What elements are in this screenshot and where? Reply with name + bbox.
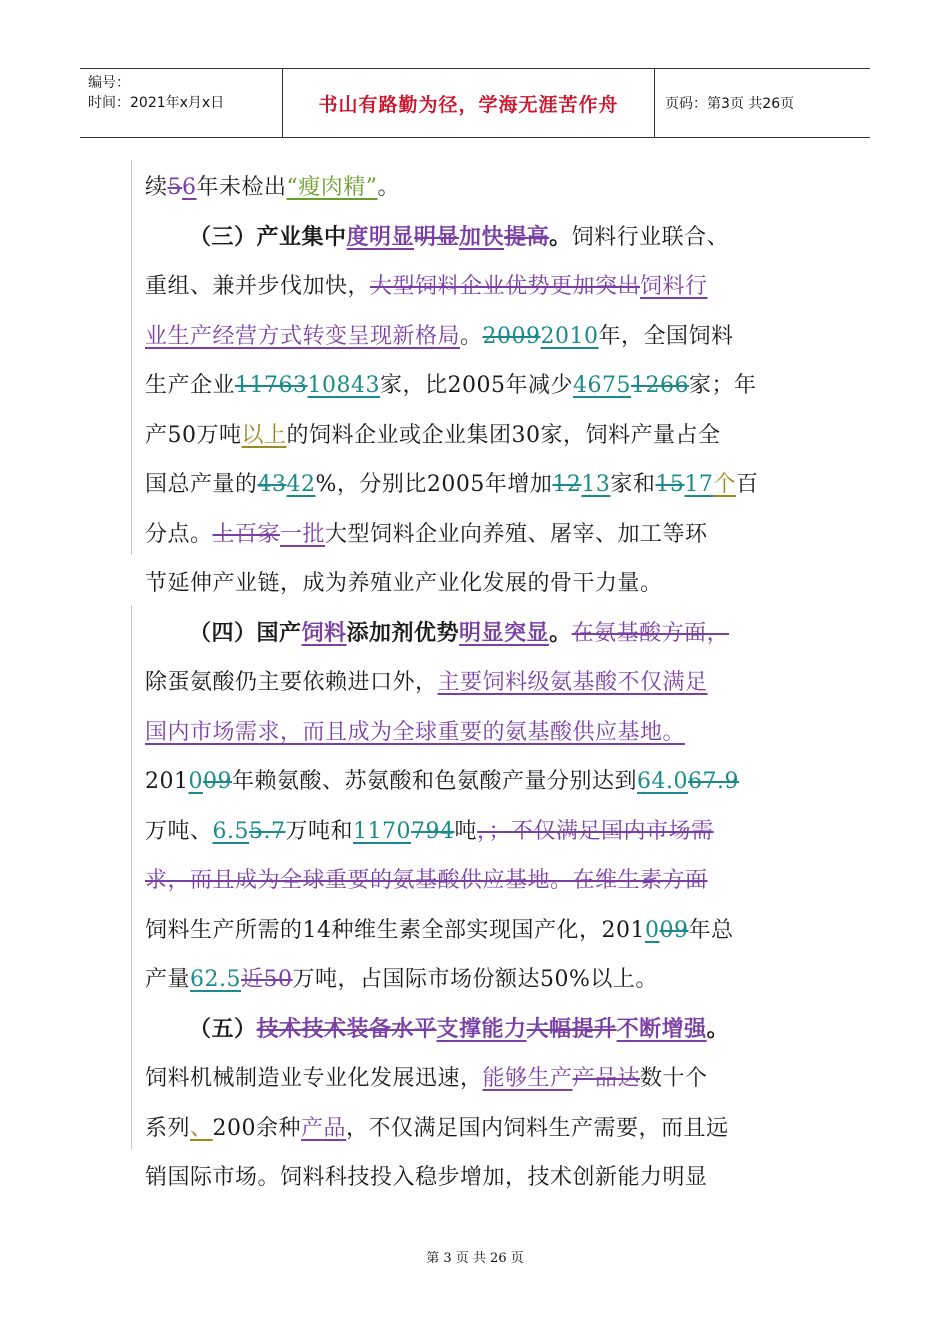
inserted-text: 13 — [581, 472, 611, 497]
text-line — [145, 1005, 825, 1055]
text-line — [145, 856, 825, 906]
text-run: 家，比2005年减少 — [380, 373, 574, 398]
text-run: （三）产业集中 — [189, 224, 347, 250]
deleted-text: 大型饲料企业优势更加突出 — [370, 274, 641, 299]
deleted-text: 2009 — [482, 323, 541, 349]
text-line — [145, 163, 825, 213]
deleted-text: 794 — [411, 818, 455, 844]
inserted-text: 0 — [188, 769, 203, 794]
deleted-text: 提高 — [504, 224, 550, 250]
inserted-text: 饲料 — [301, 620, 347, 646]
deleted-text: 求，而且成为全球重要的氨基酸供应基地。在维生素方面 — [145, 868, 708, 893]
text-run: 百 — [735, 472, 759, 497]
page-footer: 第 3 页 共 26 页 — [426, 1251, 524, 1266]
deleted-text: 15 — [655, 472, 685, 497]
inserted-text: “瘦肉精” — [286, 175, 378, 200]
text-line — [145, 1153, 825, 1203]
deleted-text: 技术技术装备水平 — [256, 1016, 437, 1042]
text-line — [145, 460, 825, 510]
inserted-text: 、 — [190, 1115, 213, 1141]
inserted-text: 17 — [684, 472, 714, 497]
text-line — [145, 559, 825, 609]
text-run: 。 — [377, 175, 401, 200]
text-run: 重组、兼并步伐加快， — [145, 274, 371, 299]
text-run: 饲料生产所需的14种维生素全部实现国产化，201 — [145, 917, 645, 943]
deleted-text: 11763 — [235, 373, 308, 398]
inserted-text: 个 — [713, 472, 736, 497]
inserted-text: 以上 — [241, 422, 287, 448]
inserted-text: 加快 — [459, 224, 505, 250]
page-header — [80, 68, 870, 138]
text-run: 的饲料企业或企业集团30家，饲料产量占全 — [286, 422, 721, 448]
deleted-text: ，；不仅满足国内市场需 — [477, 818, 714, 844]
text-line — [145, 361, 825, 411]
inserted-text: 4675 — [573, 373, 632, 398]
header-date: 时间：2021年x月x日 — [88, 95, 225, 111]
inserted-text: 业生产经营方式转变呈现新格局 — [145, 323, 461, 349]
inserted-text: 不断增强 — [616, 1016, 707, 1042]
deleted-text: 近50 — [241, 967, 293, 992]
text-run: 系列 — [145, 1115, 191, 1141]
text-line — [145, 906, 825, 956]
deleted-text: 5.7 — [249, 818, 286, 844]
text-run: 家和 — [610, 472, 656, 497]
text-line — [145, 1104, 825, 1154]
inserted-text: 10843 — [307, 373, 381, 398]
text-run: （四）国产 — [189, 620, 302, 646]
text-run: 200余种 — [212, 1115, 302, 1141]
text-run: 产50万吨 — [145, 422, 242, 448]
deleted-text: 5 — [167, 175, 183, 200]
inserted-text: 2010 — [540, 323, 599, 349]
text-line — [145, 609, 825, 659]
text-run: 分点。 — [145, 521, 213, 547]
inserted-text: 能够生产 — [482, 1066, 573, 1091]
deleted-text: 明显 — [414, 224, 460, 250]
text-line — [145, 757, 825, 807]
inserted-text: 6 — [182, 175, 197, 200]
deleted-text: 09 — [203, 769, 232, 794]
document-body — [145, 163, 825, 1203]
text-run: 年，全国饲料 — [598, 323, 734, 349]
text-line — [145, 1054, 825, 1104]
text-line — [145, 213, 825, 263]
inserted-text: 64.0 — [637, 769, 688, 794]
inserted-text: 62.5 — [190, 967, 241, 992]
text-run: 年总 — [688, 917, 734, 943]
text-run: 201 — [145, 769, 189, 794]
header-meta — [80, 69, 283, 137]
text-run: 续 — [145, 175, 168, 200]
text-run: 。 — [549, 620, 572, 646]
text-run: %，分别比2005年增加 — [315, 472, 553, 497]
inserted-text: 国内市场需求，而且成为全球重要的氨基酸供应基地。 — [145, 719, 686, 745]
deleted-text: 12 — [552, 472, 582, 497]
inserted-text: 主要饲料级氨基酸不仅满足 — [437, 670, 708, 695]
text-line — [145, 658, 825, 708]
text-line — [145, 262, 825, 312]
text-run: （五） — [189, 1016, 257, 1042]
deleted-text: 在氨基酸方面， — [571, 620, 730, 646]
text-run: 生产企业 — [145, 373, 236, 398]
text-line — [145, 312, 825, 362]
text-run: 。 — [549, 224, 572, 250]
text-run: 万吨和 — [285, 818, 354, 844]
header-motto: 书山有路勤为径，学海无涯苦作舟 — [283, 69, 655, 137]
header-number-label: 编号： — [88, 75, 130, 91]
deleted-text: 09 — [659, 917, 689, 943]
header-page-info: 页码：第3页 共26页 — [665, 96, 795, 112]
inserted-text: 度明显 — [346, 224, 415, 250]
deleted-text: 上百家 — [212, 521, 281, 547]
revision-bar — [131, 605, 132, 1150]
text-run: 数十个 — [640, 1066, 708, 1091]
text-run: 饲料机械制造业专业化发展迅速， — [145, 1066, 483, 1091]
text-run: 国总产量的 — [145, 472, 258, 497]
text-run: 除蛋氨酸仍主要依赖进口外， — [145, 670, 438, 695]
text-run: 大型饲料企业向养殖、屠宰、加工等环 — [325, 521, 708, 547]
text-line — [145, 411, 825, 461]
text-run: 添加剂优势 — [346, 620, 460, 646]
inserted-text: 产品 — [301, 1115, 347, 1141]
deleted-text: 43 — [257, 472, 287, 497]
text-run: 饲料行业联合、 — [571, 224, 730, 250]
text-run: ，不仅满足国内饲料生产需要，而且远 — [346, 1115, 729, 1141]
text-run: 万吨，占国际市场份额达50%以上。 — [292, 967, 658, 992]
text-run: 。 — [706, 1016, 730, 1042]
revision-bar — [131, 160, 132, 555]
deleted-text: 大幅提升 — [526, 1016, 617, 1042]
inserted-text: 1170 — [353, 818, 412, 844]
inserted-text: 明显突显 — [459, 620, 550, 646]
text-line — [145, 807, 825, 857]
deleted-text: 产品达 — [572, 1066, 641, 1091]
inserted-text: 6.5 — [212, 818, 250, 844]
inserted-text: 支撑能力 — [436, 1016, 527, 1042]
text-line — [145, 708, 825, 758]
text-run: 吨 — [454, 818, 478, 844]
text-run: 万吨、 — [145, 818, 213, 844]
text-line — [145, 955, 825, 1005]
text-run: 销国际市场。饲料科技投入稳步增加，技术创新能力明显 — [145, 1165, 708, 1190]
deleted-text: 1266 — [631, 373, 690, 398]
text-run: 年赖氨酸、苏氨酸和色氨酸产量分别达到 — [232, 769, 638, 794]
text-run: 家；年 — [689, 373, 757, 398]
inserted-text: 一批 — [280, 521, 326, 547]
inserted-text: 42 — [286, 472, 316, 497]
text-run: 。 — [460, 323, 483, 349]
text-run: 节延伸产业链，成为养殖业产业化发展的骨干力量。 — [145, 571, 663, 596]
deleted-text: 67.9 — [688, 769, 739, 794]
text-line — [145, 510, 825, 560]
text-run: 产量 — [145, 967, 191, 992]
inserted-text: 0 — [645, 917, 660, 943]
text-run: 年未检出 — [196, 175, 287, 200]
inserted-text: 饲料行 — [640, 274, 708, 299]
